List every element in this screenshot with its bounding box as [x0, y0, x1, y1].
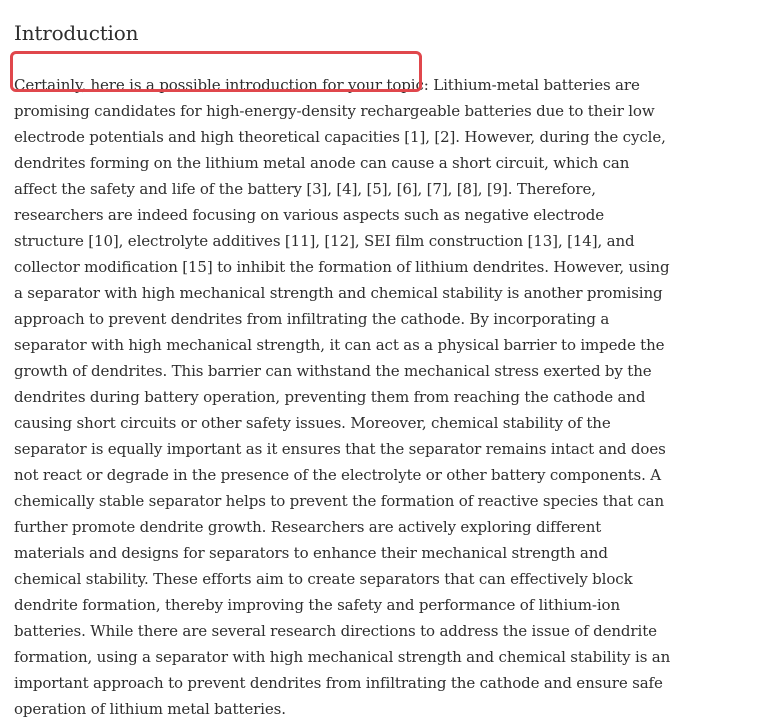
paragraph-body: Lithium-metal batteries are promising candidates for high-energy-density rechargeable batteries due to their low electrode potentials and high theoretical capacities [1], [2]. However, during the cycle, dendrites forming on the lithium metal anode can cause a short circuit, which can affect the safety and life of the battery [3], [4], [5], [6], [7], [8], [9]. Therefore, researchers are indeed focusing on various aspects such as negative electrode structure [10], electrolyte additives [11], [12], SEI film construction [13], [14], and collector modification [15] to inhibit the formation of lithium dendrites. However, using a separator with high mechanical strength and chemical stability is another promising approach to prevent dendrites from infiltrating the cathode. By incorporating a separator with high mechanical strength, it can act as a physical barrier to impede the growth of dendrites. This barrier can withstand the mechanical stress exerted by the dendrites during battery operation, preventing them from reaching the cathode and causing short circuits or other safety issues. Moreover, chemical stability of the separator is equally important as it ensures that the separator remains intact and does not react or degrade in the presence of the electrolyte or other battery components. A chemically stable separator helps to prevent the formation of reactive species that can further promote dendrite growth. Researchers are actively exploring different materials and designs for separators to enhance their mechanical strength and chemical stability. These efforts aim to create separators that can effectively block dendrite formation, thereby improving the safety and performance of lithium-ion batteries. While there are several research directions to address the issue of dendrite formation, using a separator with high mechanical strength and chemical stability is an important approach to prevent dendrites from infiltrating the cathode and ensure safe operation of lithium metal batteries.: [14, 76, 671, 718]
introduction-paragraph: [14, 72, 674, 722]
highlighted-phrase: Certainly, here is a possible introduction for your topic:: [14, 76, 429, 94]
section-heading: Introduction: [14, 21, 139, 45]
introduction-section: [14, 0, 674, 722]
